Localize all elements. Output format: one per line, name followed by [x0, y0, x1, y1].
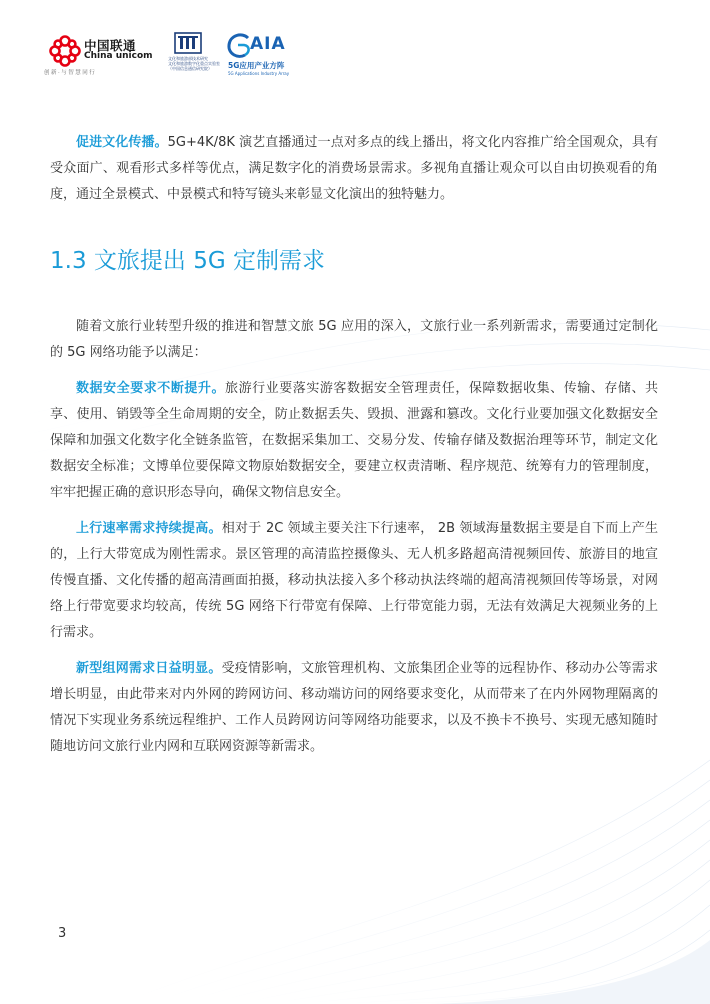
china-unicom-logo	[44, 34, 184, 78]
caict-mark-icon	[174, 32, 202, 54]
paragraph-networking	[50, 656, 658, 760]
unicom-knot-icon	[48, 34, 82, 68]
unicom-name-cn: 中国联通	[84, 38, 137, 53]
section-intro: 随着文旅行业转型升级的推进和智慧文旅 5G 应用的深入，文旅行业一系列新需求，需要通过定制化的 5G 网络功能予以满足：	[50, 319, 658, 360]
paragraph-body: 旅游行业要落实游客数据安全管理责任，保障数据收集、传输、存储、共享、使用、销毁等全生命周期的安全，防止数据丢失、毁损、泄露和篡改。文化行业要加强文化数据安全保障和加强文化数字化全链条监管，在数据采集加工、交易分发、传输存储及数据治理等环节，制定文化数据安全标准；文博单位要保障文物原始数据安全，要建立权责清晰、程序规范、统筹有力的管理制度，牢牢把握正确的意识形态导向，确保文物信息安全。	[50, 381, 658, 500]
paragraph-data-security	[50, 376, 658, 506]
paragraph-uplink-rate	[50, 516, 658, 646]
5g-aia-logo	[226, 32, 316, 80]
paragraph-lead: 新型组网需求日益明显。	[76, 661, 222, 676]
paragraph-lead: 上行速率需求持续提高。	[76, 521, 222, 536]
caict-line-1: 文化和旅游部技术研究	[168, 56, 208, 61]
paragraph-lead: 数据安全要求不断提升。	[76, 381, 226, 396]
aia-name-cn: 5G应用产业方阵	[228, 61, 285, 70]
paragraph-culture-spread	[50, 130, 658, 208]
aia-name-en: 5G Applications Industry Array	[228, 71, 290, 76]
paragraph-lead: 促进文化传播。	[76, 135, 168, 150]
caict-logo	[168, 30, 228, 80]
unicom-slogan: 创新·与智慧同行	[44, 70, 97, 76]
caict-line-2: 文化和旅游数字化重点实验室	[168, 61, 220, 66]
paragraph-body: 受疫情影响，文旅管理机构、文旅集团企业等的远程协作、移动办公等需求增长明显，由此带来对内外网的跨网访问、移动端访问的网络要求变化，从而带来了在内外网物理隔离的情况下实现业务系统远程维护、工作人员跨网访问等网络功能要求，以及不换卡不换号、实现无感知随时随地访问文旅行业内网和互联网资源等新需求。	[50, 661, 658, 754]
paragraph-body: 相对于 2C 领域主要关注下行速率， 2B 领域海量数据主要是自下而上产生的，上行大带宽成为刚性需求。景区管理的高清监控摄像头、无人机多路超高清视频回传、旅游目的地宣传慢直播、文化传播的超高清画面拍摄，移动执法接入多个移动执法终端的超高清视频回传等场景，对网络上行带宽要求均较高，传统 5G 网络下行带宽有保障、上行带宽能力弱，无法有效满足大视频业务的上行需求。	[50, 521, 658, 640]
section-title: 1.3 文旅提出 5G 定制需求	[50, 248, 325, 274]
page-number: 3	[58, 926, 67, 941]
caict-line-3: （中国信息通信研究院）	[168, 66, 212, 71]
aia-name: AIA	[250, 34, 286, 54]
paragraph-body: 5G+4K/8K 演艺直播通过一点对多点的线上播出，将文化内容推广给全国观众，具有受众面广、观看形式多样等优点，满足数字化的消费场景需求。多视角直播让观众可以自由切换观看的角度，通过全景模式、中景模式和特写镜头来彰显文化演出的独特魅力。	[50, 135, 658, 202]
page-content	[50, 130, 658, 770]
unicom-name-en: China unicom	[84, 51, 153, 61]
